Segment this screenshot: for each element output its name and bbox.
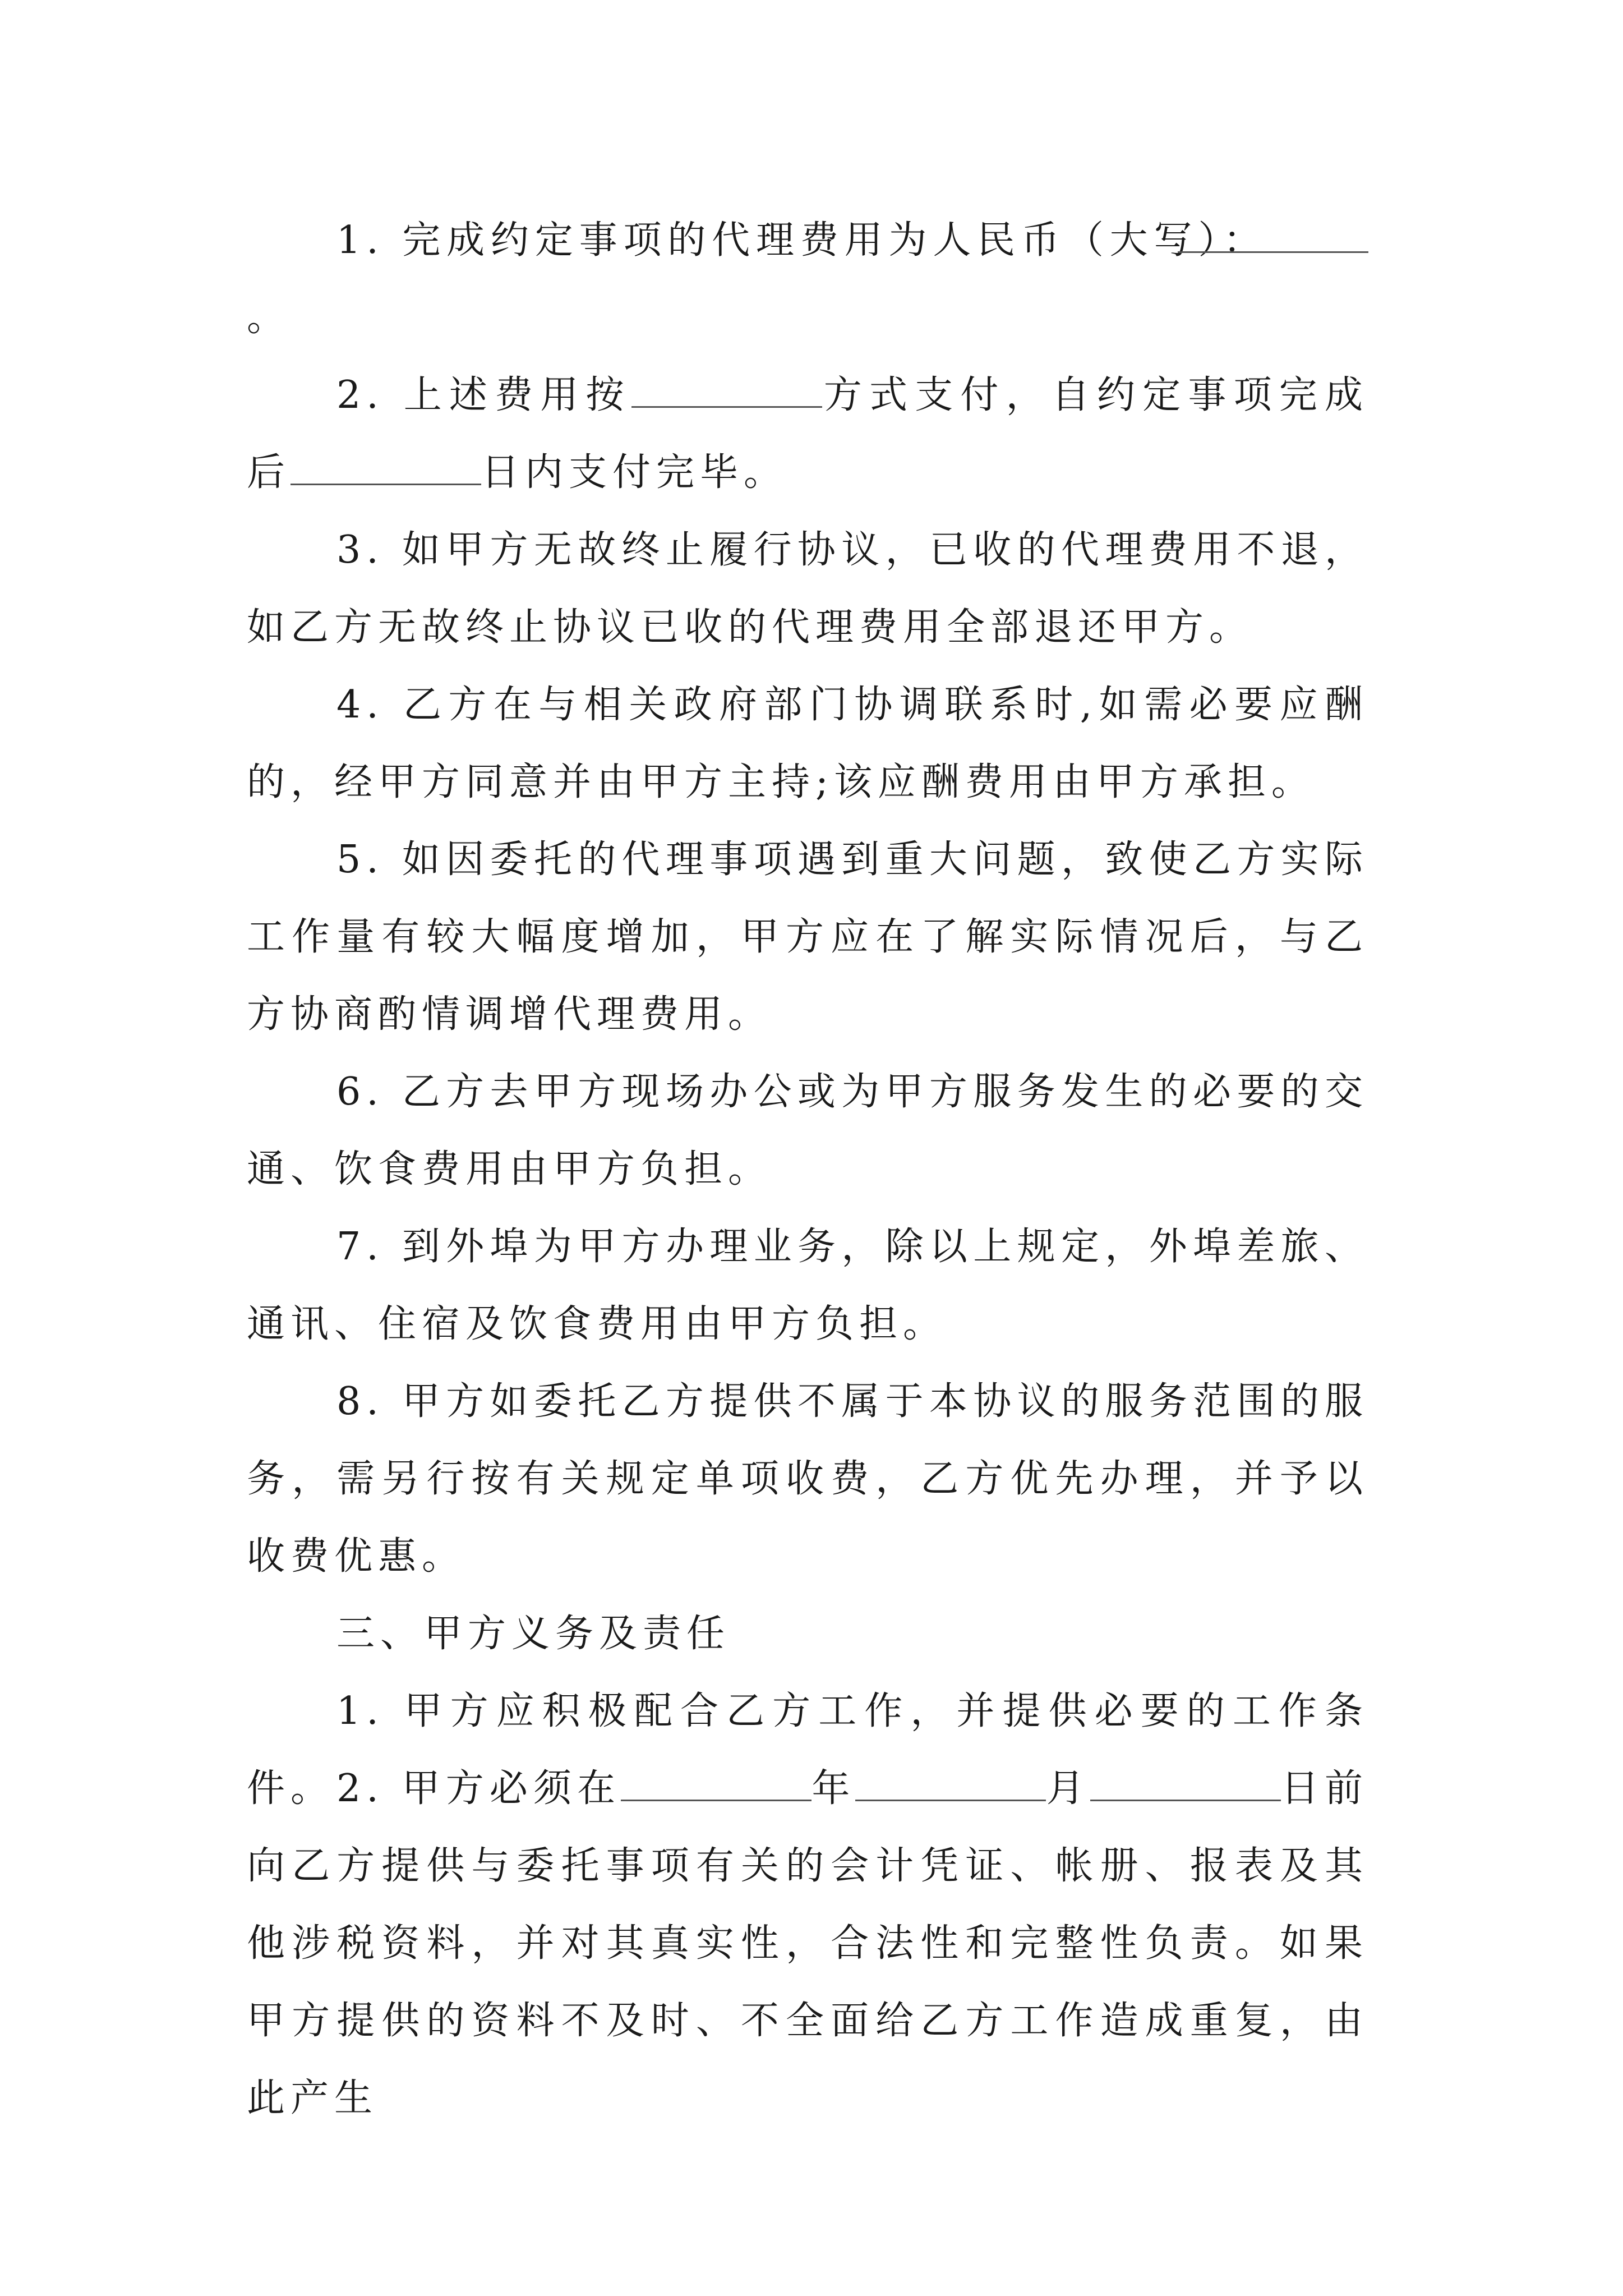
payment-days-blank[interactable] xyxy=(291,452,481,485)
fee-amount-blank[interactable] xyxy=(1178,220,1368,253)
paragraph-fee-adjustment: 5. 如因委托的代理事项遇到重大问题，致使乙方实际工作量有较大幅度增加，甲方应在了解实际情况后，与乙方协商酌情调增代理费用。 xyxy=(247,838,1368,1037)
month-blank[interactable] xyxy=(855,1768,1046,1801)
year-label: 年 xyxy=(811,1766,856,1811)
paragraph-cooperation: 1. 甲方应积极配合乙方工作，并提供必要的工作条件。 xyxy=(247,1689,1368,1811)
payment-text-1: 2. 上述费用按 xyxy=(336,373,631,417)
payment-text-3: 日内支付完毕。 xyxy=(481,450,788,495)
payment-method-blank[interactable] xyxy=(631,375,822,408)
day-label: 日前 xyxy=(1280,1766,1368,1811)
paragraph-provide-documents xyxy=(247,1750,1368,2137)
month-label: 月 xyxy=(1046,1766,1090,1811)
paragraph-termination: 3. 如甲方无故终止履行协议，已收的代理费用不退，如乙方无故终止协议已收的代理费用全部退还甲方。 xyxy=(247,528,1368,650)
paragraph-extra-services: 8. 甲方如委托乙方提供不属于本协议的服务范围的服务，需另行按有关规定单项收费，乙方优先办理，并予以收费优惠。 xyxy=(247,1379,1368,1579)
provide-docs-text-1: 2. 甲方必须在 xyxy=(336,1766,621,1811)
provide-docs-text-2: 向乙方提供与委托事项有关的会计凭证、帐册、报表及其他涉税资料，并对其真实性，合法性和完整性负责。如果甲方提供的资料不及时、不全面给乙方工作造成重复，由此产生 xyxy=(247,1844,1368,2120)
paragraph-onsite-expenses: 6. 乙方去甲方现场办公或为甲方服务发生的必要的交通、饮食费用由甲方负担。 xyxy=(247,1070,1368,1191)
section-heading: 三、甲方义务及责任 xyxy=(336,1612,731,1656)
paragraph-travel-expenses: 7. 到外埠为甲方办理业务，除以上规定，外埠差旅、通讯、住宿及饮食费用由甲方负担。 xyxy=(247,1225,1368,1346)
fee-amount-text: 1. 完成约定事项的代理费用为人民币（大写）： xyxy=(336,218,1267,263)
paragraph-entertainment: 4. 乙方在与相关政府部门协调联系时,如需必要应酬的，经甲方同意并由甲方主持;该应酬费用由甲方承担。 xyxy=(247,683,1368,804)
paragraph-fee-amount xyxy=(247,202,1368,357)
payment-text-2: 方式支付，自约定事项完成后 xyxy=(247,373,1368,495)
year-blank[interactable] xyxy=(621,1768,811,1801)
day-blank[interactable] xyxy=(1090,1768,1281,1801)
paragraph-payment-method xyxy=(247,357,1368,512)
fee-amount-period: 。 xyxy=(247,296,291,340)
